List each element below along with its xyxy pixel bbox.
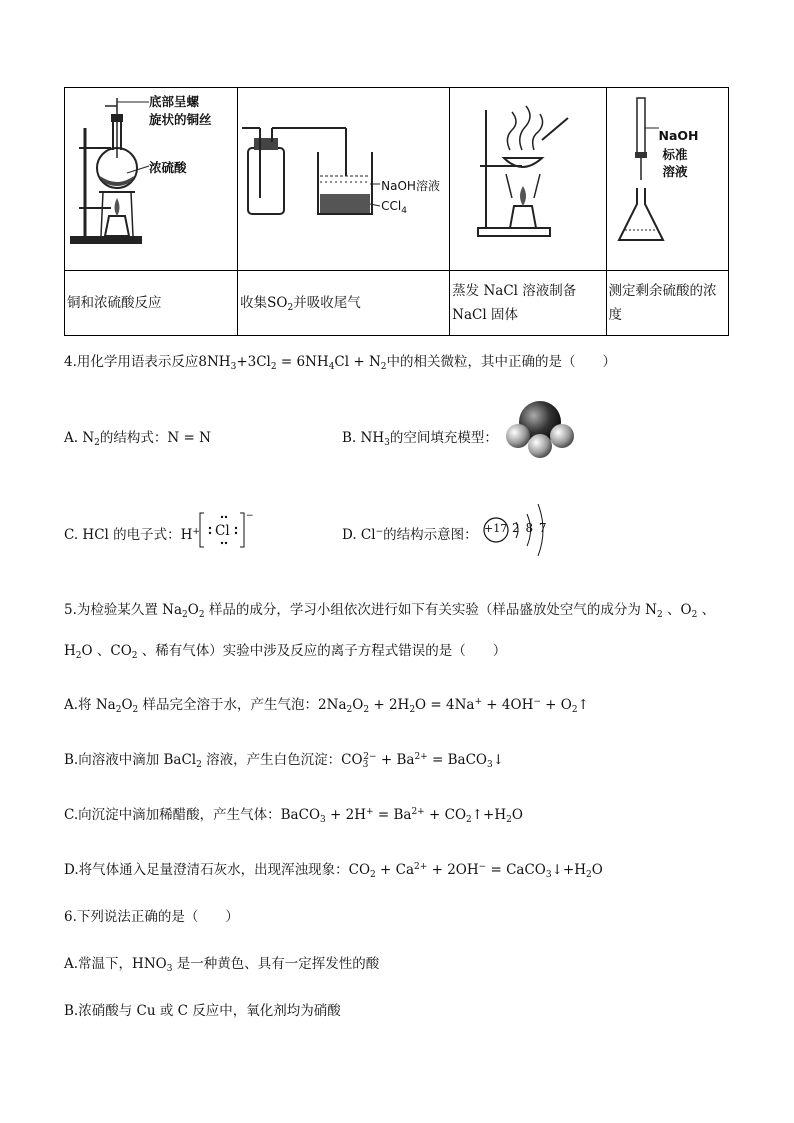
question-6-stem: 6.下列说法正确的是（ ）	[64, 909, 239, 925]
caption-evaporation: 蒸发 NaCl 溶液制备 NaCl 固体	[450, 271, 606, 336]
label-copper-wire-2: 旋状的铜丝	[149, 112, 212, 127]
label-solution: 溶液	[662, 164, 688, 179]
question-5-option-a[interactable]: A.将 $Na_2O_2$ 样品完全溶于水，产生气泡：$2Na_2O_2 + 2H_2O = 4Na^+ + 4OH^-$ + $O_2↑$	[64, 697, 589, 715]
svg-text:−: −	[246, 511, 254, 521]
cell-figure-collect-so2	[238, 88, 450, 271]
question-6-option-b[interactable]: B.浓硝酸与 Cu 或 C 反应中，氧化剂均为硝酸	[64, 1003, 341, 1019]
nh3-space-filling-model-image	[500, 398, 580, 460]
hcl-bracket-symbol: Cl	[215, 523, 230, 539]
label-ccl4: CCl$_4$	[381, 199, 407, 216]
cell-figure-evaporation	[450, 88, 606, 271]
label-copper-wire-1: 底部呈螺	[149, 94, 200, 109]
question-4-option-b[interactable]: B. $NH_3$的空间填充模型：	[342, 430, 498, 448]
question-5-option-d[interactable]: D.将气体通入足量澄清石灰水，出现浑浊现象：$CO_2 + Ca^{2+} + 2OH^-$ = $CaCO_3↓+H_2O$	[64, 862, 603, 880]
label-conc-sulfuric: 浓硫酸	[149, 160, 187, 175]
question-5-stem-line2: $H_2O$ 、$CO_2$ 、稀有气体）实验中涉及反应的离子方程式错误的是（ ）	[64, 643, 507, 661]
cl-shell-electrons: 2 8 7	[512, 521, 547, 535]
experiment-table	[64, 87, 729, 336]
label-naoh-solution: NaOH溶液	[381, 179, 440, 193]
question-5-stem-line1: 5.为检验某久置 $Na_2O_2$ 样品的成分，学习小组依次进行如下有关实验（样品盛放处空气的成分为 $N_2$ 、$O_2$ 、	[64, 602, 716, 620]
question-5-option-c[interactable]: C.向沉淀中滴加稀醋酸，产生气体：BaCO$_3$ + $2H^+ = Ba^{2+}$ + $CO_2↑+H_2O$	[64, 807, 523, 825]
caption-titration: 测定剩余硫酸的浓 度	[606, 271, 728, 336]
question-4-option-d[interactable]: D. Cl−的结构示意图：	[342, 527, 478, 543]
question-4-stem: 4.用化学用语表示反应$8NH_3+3Cl_2 = 6NH_4Cl + N_2$中的相关微粒，其中正确的是（ ）	[64, 354, 617, 372]
apparatus-evaporation-image	[450, 88, 606, 270]
question-5-option-b[interactable]: B.向溶液中滴加 BaCl$_2$ 溶液，产生白色沉淀：$CO_3^{2-} + Ba^{2+}$ = BaCO$_3$↓	[64, 752, 505, 770]
question-4-option-a[interactable]: A. $N_2$的结构式：N = N	[64, 430, 211, 448]
label-standard: 标准	[662, 147, 688, 162]
label-naoh: NaOH	[658, 128, 699, 143]
cell-figure-titration	[606, 88, 728, 271]
caption-collect-so2: 收集$SO_2$并吸收尾气	[238, 271, 450, 336]
caption-copper-reaction: 铜和浓硫酸反应	[65, 271, 238, 336]
question-6-option-a[interactable]: A.常温下，$HNO_3$ 是一种黄色、具有一定挥发性的酸	[64, 956, 380, 974]
question-4-option-c[interactable]: C. HCl 的电子式：H+	[64, 527, 200, 543]
cell-figure-copper-reaction	[65, 88, 238, 271]
cl-nucleus-charge: +17	[484, 522, 508, 535]
